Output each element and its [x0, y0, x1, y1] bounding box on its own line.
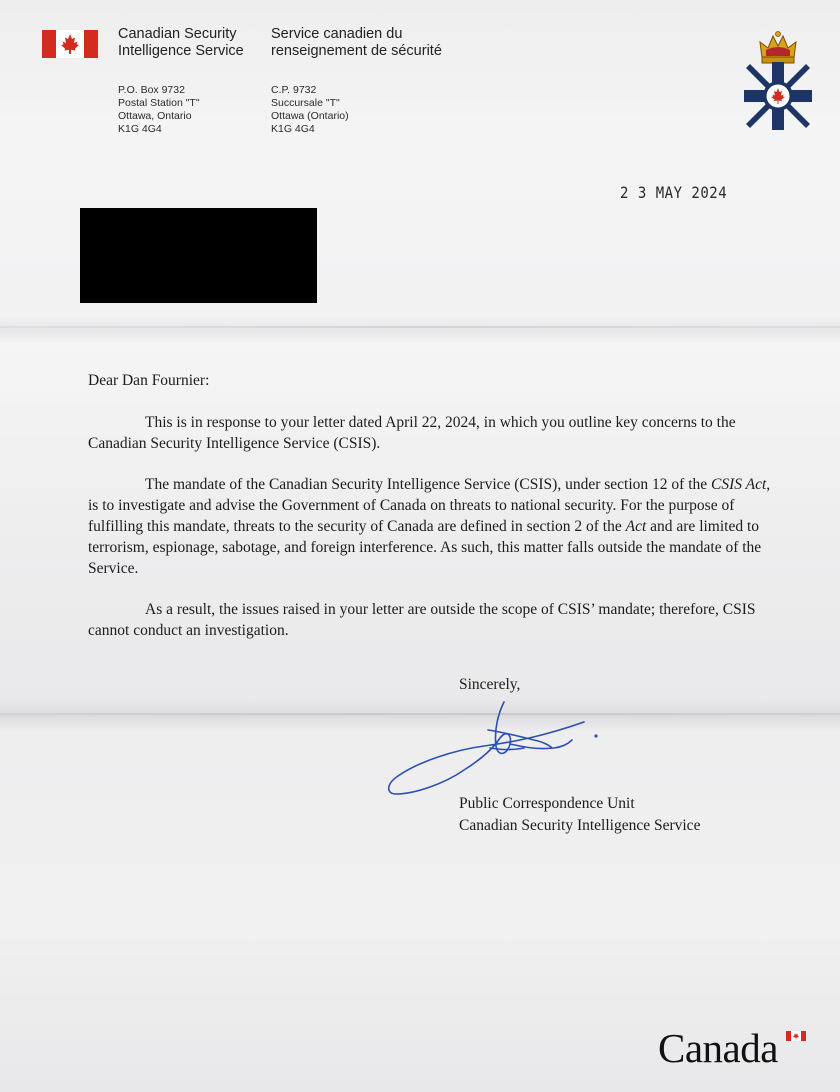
- signature-line-agency: Canadian Security Intelligence Service: [459, 817, 701, 834]
- department-name-fr: Service canadien du renseignement de sécurité: [271, 26, 442, 59]
- canada-flag-icon: [42, 30, 98, 58]
- closing: Sincerely,: [459, 676, 521, 693]
- signature-block: [459, 793, 700, 837]
- letter-body: [88, 370, 774, 661]
- csis-emblem-icon: [740, 28, 816, 132]
- mailing-address-en: P.O. Box 9732 Postal Station "T" Ottawa, Ontario K1G 4G4: [118, 84, 200, 135]
- signature-line-unit: Public Correspondence Unit: [459, 795, 635, 812]
- crown-icon: [760, 32, 796, 64]
- canada-wordmark: Canada: [658, 1025, 778, 1071]
- mailing-address-fr: C.P. 9732 Succursale "T" Ottawa (Ontario) K1G 4G4: [271, 84, 349, 135]
- paper-fold: [0, 326, 840, 328]
- paragraph-1: This is in response to your letter dated April 22, 2024, in which you outline key concerns to the Canadian Security Intelligence Service (CSIS).: [88, 414, 736, 452]
- department-name-en: Canadian Security Intelligence Service: [118, 26, 244, 59]
- wordmark-flag-icon: [786, 1031, 806, 1041]
- paragraph-3: As a result, the issues raised in your letter are outside the scope of CSIS’ mandate; therefore, CSIS cannot conduct an investigation.: [88, 601, 756, 639]
- date-stamp: 2 3 MAY 2024: [620, 184, 728, 203]
- handwritten-signature: [384, 690, 614, 802]
- paragraph-2: The mandate of the Canadian Security Intelligence Service (CSIS), under section 12 of the CSIS Act, is to investigate and advise the Government of Canada on threats to national security. For the purpose of fulfilling this mandate, threats to the security of Canada are defined in section 2 of the Act and are limited to terrorism, espionage, sabotage, and foreign interference. As such, this matter falls outside the mandate of the Service.: [88, 476, 771, 577]
- salutation: Dear Dan Fournier:: [88, 372, 210, 389]
- redacted-recipient-block: [80, 208, 317, 303]
